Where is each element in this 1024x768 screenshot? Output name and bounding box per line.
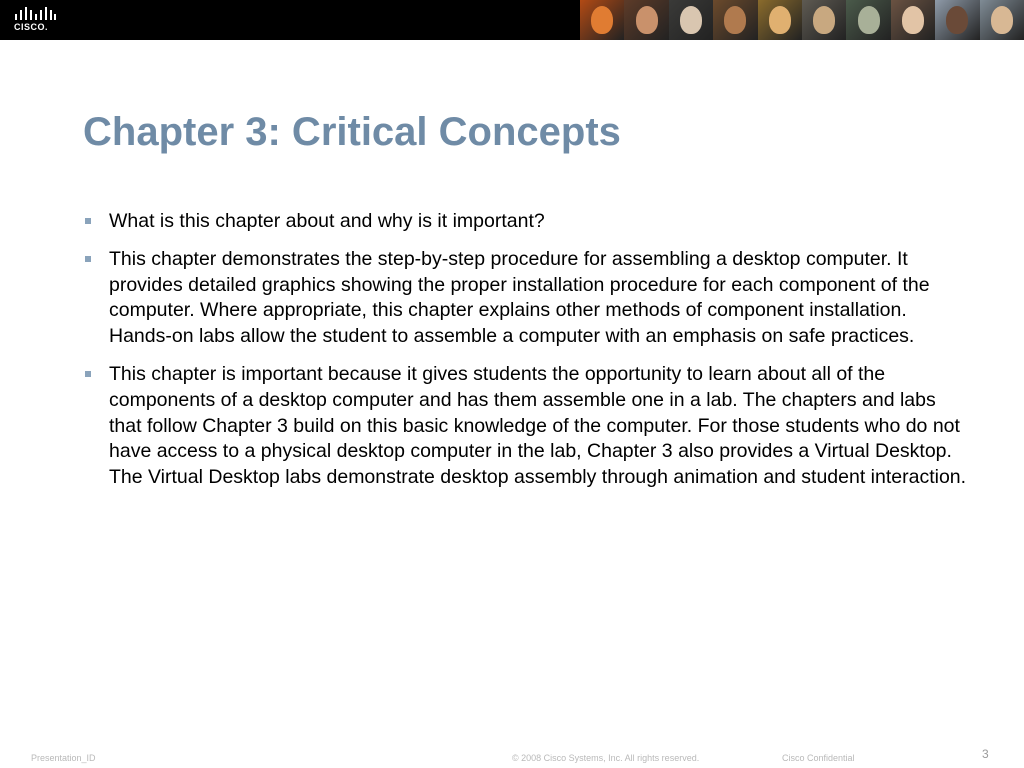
footer-confidential: Cisco Confidential: [782, 753, 855, 763]
bullet-item: [83, 209, 973, 235]
bullet-item: [83, 362, 973, 491]
photo-1: [580, 0, 624, 40]
footer-presentation-id: Presentation_ID: [31, 753, 96, 763]
photo-3: [669, 0, 713, 40]
bullet-text: What is this chapter about and why is it important?: [109, 210, 545, 232]
photo-5: [758, 0, 802, 40]
photo-9: [935, 0, 979, 40]
photo-6: [802, 0, 846, 40]
bullet-text: This chapter demonstrates the step-by-step procedure for assembling a desktop computer. It provides detailed graphics showing the proper installation procedure for each component of the computer. Where appropriate, this chapter explains other methods of component installation. Hands-on labs allow the student to assemble a computer with an emphasis on safe practices.: [109, 247, 930, 348]
cisco-logo: [14, 6, 64, 34]
portrait-face: [858, 6, 880, 34]
photo-2: [624, 0, 668, 40]
photo-10: [980, 0, 1024, 40]
bullet-square-icon: [85, 218, 91, 224]
page-number: 3: [982, 747, 989, 761]
slide-title: Chapter 3: Critical Concepts: [83, 110, 621, 154]
portrait-face: [636, 6, 658, 34]
bullet-square-icon: [85, 256, 91, 262]
portrait-face: [591, 6, 613, 34]
portrait-face: [680, 6, 702, 34]
photo-8: [891, 0, 935, 40]
logo-text: CISCO.: [14, 22, 49, 32]
bullet-list: [83, 209, 973, 503]
photo-strip: [580, 0, 1024, 40]
bullet-square-icon: [85, 371, 91, 377]
portrait-face: [724, 6, 746, 34]
footer-copyright: © 2008 Cisco Systems, Inc. All rights reserved.: [512, 753, 700, 763]
bullet-item: [83, 247, 973, 350]
header-bar: [0, 0, 1024, 40]
photo-4: [713, 0, 757, 40]
portrait-face: [902, 6, 924, 34]
portrait-face: [813, 6, 835, 34]
photo-7: [846, 0, 890, 40]
cisco-bars-icon: [14, 6, 56, 22]
portrait-face: [946, 6, 968, 34]
portrait-face: [991, 6, 1013, 34]
bullet-text: This chapter is important because it gives students the opportunity to learn about all of the components of a desktop computer and has them assemble one in a lab. The chapters and labs that follow Chapter 3 build on this basic knowledge of the computer. For those students who do not have access to a physical desktop computer in the lab, Chapter 3 also provides a Virtual Desktop. The Virtual Desktop labs demonstrate desktop assembly through animation and student interaction.: [109, 362, 967, 489]
portrait-face: [769, 6, 791, 34]
